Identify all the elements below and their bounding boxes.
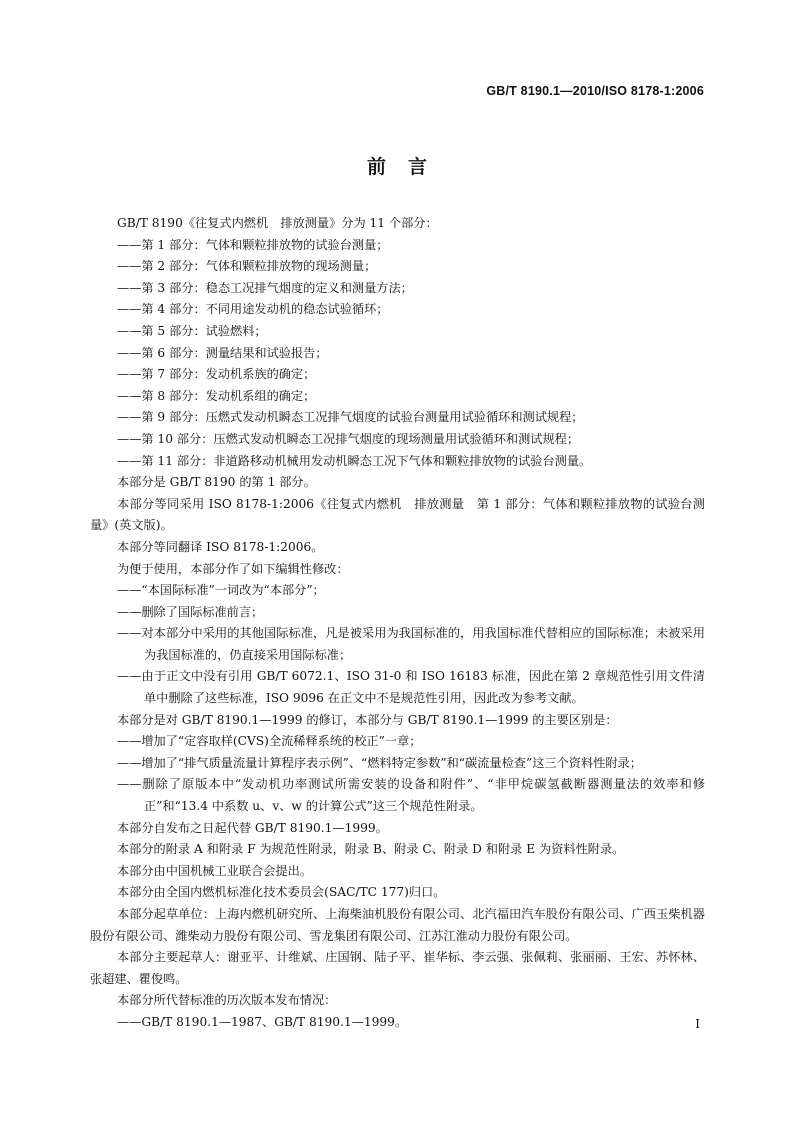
paragraph: 本部分是 GB/T 8190 的第 1 部分。 [117,475,316,490]
dash-list-item: ——GB/T 8190.1—1987、GB/T 8190.1—1999。 [117,1014,408,1029]
paragraph: 本部分自发布之日起代替 GB/T 8190.1—1999。 [117,820,388,835]
dash-list-item: ——第 4 部分：不同用途发动机的稳态试验循环； [117,302,389,317]
dash-list-item: ——第 7 部分：发动机系族的确定； [117,367,316,382]
foreword-body [90,213,705,1034]
dash-list-item: ——增加了“定容取样(CVS)全流稀释系统的校正”一章； [117,734,422,749]
dash-list-item: ——第 10 部分：压燃式发动机瞬态工况排气烟度的现场测量用试验循环和测试规程； [117,431,580,446]
paragraph: 本部分所代替标准的历次版本发布情况： [117,993,337,1008]
dash-list-item: ——对本部分中采用的其他国际标准，凡是被采用为我国标准的，用我国标准代替相应的国际标准；未被采用为我国标准的，仍直接采用国际标准； [117,626,705,662]
paragraph: 本部分的附录 A 和附录 F 为规范性附录，附录 B、附录 C、附录 D 和附录 E 为资料性附录。 [117,842,625,857]
dash-list-item: ——由于正文中没有引用 GB/T 6072.1、ISO 31-0 和 ISO 16183 标准，因此在第 2 章规范性引用文件清单中删除了这些标准，ISO 9096 在正文中不是规范性引用，因此改为参考文献。 [117,669,705,706]
paragraph: 本部分是对 GB/T 8190.1—1999 的修订，本部分与 GB/T 8190.1—1999 的主要区别是： [117,712,618,727]
dash-list-item: ——第 8 部分：发动机系组的确定； [117,388,316,403]
dash-list-item: ——删除了原版本中“发动机功率测试所需安装的设备和附件”、“非甲烷碳氢截断器测量法的效率和修正”和“13.4 中系数 u、v、w 的计算公式”这三个规范性附录。 [117,777,705,814]
paragraph: 本部分等同翻译 ISO 8178-1:2006。 [117,539,324,554]
paragraph: GB/T 8190《往复式内燃机 排放测量》分为 11 个部分： [117,216,438,230]
paragraph: 本部分由中国机械工业联合会提出。 [117,863,312,878]
dash-list-item: ——第 1 部分：气体和颗粒排放物的试验台测量； [117,237,389,252]
dash-list-item: ——增加了“排气质量流量计算程序表示例”、“燃料特定参数”和“碳流量检查”这三个资料性附录； [117,755,642,770]
dash-list-item: ——第 3 部分：稳态工况排气烟度的定义和测量方法； [117,280,413,295]
dash-list-item: ——第 9 部分：压燃式发动机瞬态工况排气烟度的试验台测量用试验循环和测试规程； [117,410,584,425]
paragraph: 为便于使用，本部分作了如下编辑性修改： [117,561,349,576]
dash-list-item: ——第 2 部分：气体和颗粒排放物的现场测量； [117,259,377,274]
paragraph: 本部分起草单位：上海内燃机研究所、上海柴油机股份有限公司、北汽福田汽车股份有限公司、广西玉柴机器股份有限公司、潍柴动力股份有限公司、雪龙集团有限公司、江苏江淮动力股份有限公司。 [90,907,705,943]
page-title: 前言 [366,156,449,178]
paragraph: 本部分由全国内燃机标准化技术委员会(SAC/TC 177)归口。 [117,885,446,900]
dash-list-item: ——第 6 部分：测量结果和试验报告； [117,345,328,360]
dash-list-item: ——“本国际标准”一词改为“本部分”； [117,583,325,598]
dash-list-item: ——删除了国际标准前言； [117,604,264,619]
page-number: I [695,1017,700,1031]
dash-list-item: ——第 11 部分：非道路移动机械用发动机瞬态工况下气体和颗粒排放物的试验台测量。 [117,453,592,468]
paragraph: 本部分等同采用 ISO 8178-1:2006《往复式内燃机 排放测量 第 1 部分：气体和颗粒排放物的试验台测量》(英文版)。 [90,496,705,533]
dash-list-item: ——第 5 部分：试验燃料； [117,323,267,338]
paragraph: 本部分主要起草人：谢亚平、计维斌、庄国钢、陆子平、崔华标、李云强、张佩莉、张丽丽、王宏、苏怀林、张超建、瞿俊鸣。 [90,950,705,986]
standard-code-header: GB/T 8190.1—2010/ISO 8178-1:2006 [486,84,704,98]
